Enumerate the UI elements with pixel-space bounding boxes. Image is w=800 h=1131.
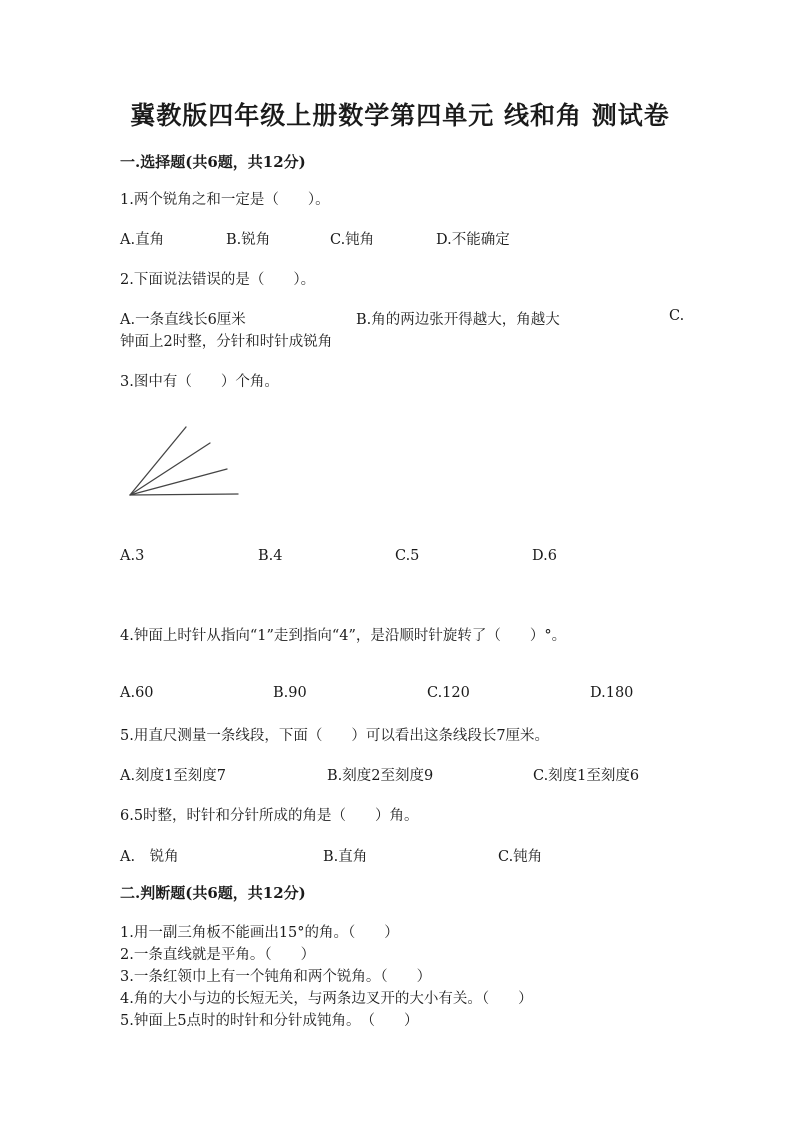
question-5-option-a[interactable]: A.刻度1至刻度7 bbox=[120, 768, 227, 784]
angle-ray-3 bbox=[130, 469, 227, 495]
question-2-option-a[interactable]: A.一条直线长6厘米 bbox=[120, 312, 246, 328]
question-4-option-a[interactable]: A.60 bbox=[120, 685, 154, 701]
question-1-stem: 1.两个锐角之和一定是（ ）。 bbox=[120, 192, 330, 208]
question-6-stem: 6.5时整，时针和分针所成的角是（ ）角。 bbox=[120, 808, 419, 824]
question-3-option-d[interactable]: D.6 bbox=[532, 548, 557, 564]
question-2-option-b[interactable]: B.角的两边张开得越大，角越大 bbox=[356, 312, 560, 328]
angle-figure bbox=[120, 418, 250, 508]
question-5-stem: 5.用直尺测量一条线段，下面（ ）可以看出这条线段长7厘米。 bbox=[120, 728, 550, 744]
angle-ray-4 bbox=[130, 494, 238, 495]
section-heading-choice: 一.选择题(共6题，共12分) bbox=[120, 153, 306, 171]
question-4-option-d[interactable]: D.180 bbox=[590, 685, 634, 701]
question-4-option-c[interactable]: C.120 bbox=[427, 685, 470, 701]
question-1-option-b[interactable]: B.锐角 bbox=[226, 232, 271, 248]
section-heading-judgement: 二.判断题(共6题，共12分) bbox=[120, 884, 306, 902]
question-3-option-a[interactable]: A.3 bbox=[120, 548, 145, 564]
angle-ray-2 bbox=[130, 443, 210, 495]
judgement-item-1: 1.用一副三角板不能画出15°的角。（ ） bbox=[120, 925, 399, 941]
judgement-item-3: 3.一条红领巾上有一个钝角和两个锐角。（ ） bbox=[120, 969, 432, 985]
question-2-option-c[interactable]: C. bbox=[669, 308, 685, 324]
question-3-option-b[interactable]: B.4 bbox=[258, 548, 283, 564]
question-4-option-b[interactable]: B.90 bbox=[273, 685, 307, 701]
question-6-option-b[interactable]: B.直角 bbox=[323, 849, 368, 865]
question-1-option-a[interactable]: A.直角 bbox=[120, 232, 165, 248]
question-5-option-c[interactable]: C.刻度1至刻度6 bbox=[533, 768, 640, 784]
question-1-option-d[interactable]: D.不能确定 bbox=[436, 232, 510, 248]
question-3-option-c[interactable]: C.5 bbox=[395, 548, 420, 564]
judgement-item-2: 2.一条直线就是平角。（ ） bbox=[120, 947, 316, 963]
question-3-stem: 3.图中有（ ）个角。 bbox=[120, 374, 279, 390]
page-title: 冀教版四年级上册数学第四单元 线和角 测试卷 bbox=[130, 101, 670, 130]
question-6-option-a[interactable]: A. 锐角 bbox=[120, 849, 179, 865]
judgement-item-4: 4.角的大小与边的长短无关，与两条边叉开的大小有关。（ ） bbox=[120, 991, 533, 1007]
judgement-item-5: 5.钟面上5点时的时针和分针成钝角。 （ ） bbox=[120, 1013, 419, 1029]
angle-ray-1 bbox=[130, 427, 186, 495]
question-5-option-b[interactable]: B.刻度2至刻度9 bbox=[327, 768, 434, 784]
question-1-option-c[interactable]: C.钝角 bbox=[330, 232, 375, 248]
question-4-stem: 4.钟面上时针从指向“1”走到指向“4”，是沿顺时针旋转了（ ）°。 bbox=[120, 628, 567, 644]
question-6-option-c[interactable]: C.钝角 bbox=[498, 849, 543, 865]
question-2-option-c-text: 钟面上2时整，分针和时针成锐角 bbox=[120, 334, 333, 350]
question-2-stem: 2.下面说法错误的是（ ）。 bbox=[120, 272, 316, 288]
